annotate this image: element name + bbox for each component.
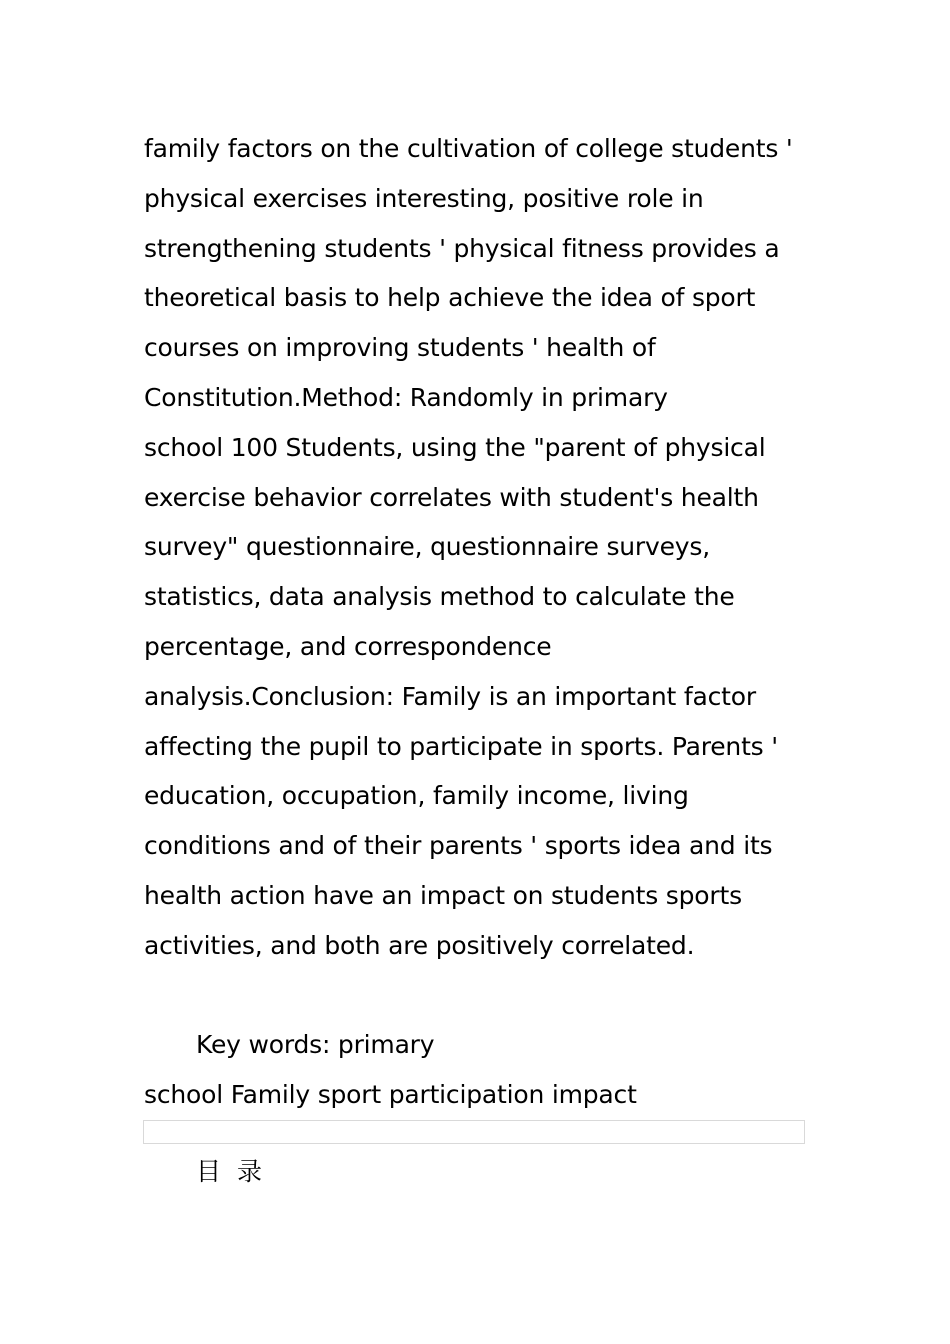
abstract-line: strengthening students ' physical fitness provides a (144, 233, 780, 263)
abstract-line: theoretical basis to help achieve the idea of sport (144, 283, 756, 313)
abstract-line: physical exercises interesting, positive role in (144, 183, 704, 213)
abstract-line: exercise behavior correlates with student's health (144, 482, 759, 512)
abstract-line: school 100 Students, using the "parent of physical (144, 432, 766, 462)
abstract-line: percentage, and correspondence (144, 631, 552, 661)
keywords-line: school Family sport participation impact (144, 1080, 637, 1110)
abstract-body (144, 124, 824, 1120)
abstract-line: analysis.Conclusion: Family is an important factor (144, 681, 756, 711)
abstract-line: health action have an impact on students sports (144, 880, 742, 910)
paragraph-spacer (144, 971, 824, 1021)
section-divider (143, 1120, 805, 1144)
abstract-line: conditions and of their parents ' sports idea and its (144, 831, 773, 861)
abstract-line: Constitution.Method: Randomly in primary (144, 382, 668, 412)
abstract-line: family factors on the cultivation of college students ' (144, 134, 793, 163)
toc-heading: 目 录 (196, 1157, 266, 1186)
abstract-line: courses on improving students ' health of (144, 333, 656, 363)
abstract-line: survey" questionnaire, questionnaire surveys, (144, 532, 710, 562)
abstract-line: affecting the pupil to participate in sports. Parents ' (144, 731, 778, 761)
abstract-line: activities, and both are positively correlated. (144, 930, 695, 960)
abstract-line: statistics, data analysis method to calculate the (144, 582, 735, 612)
abstract-line: education, occupation, family income, living (144, 781, 689, 811)
keywords-line: Key words: primary (196, 1030, 435, 1060)
